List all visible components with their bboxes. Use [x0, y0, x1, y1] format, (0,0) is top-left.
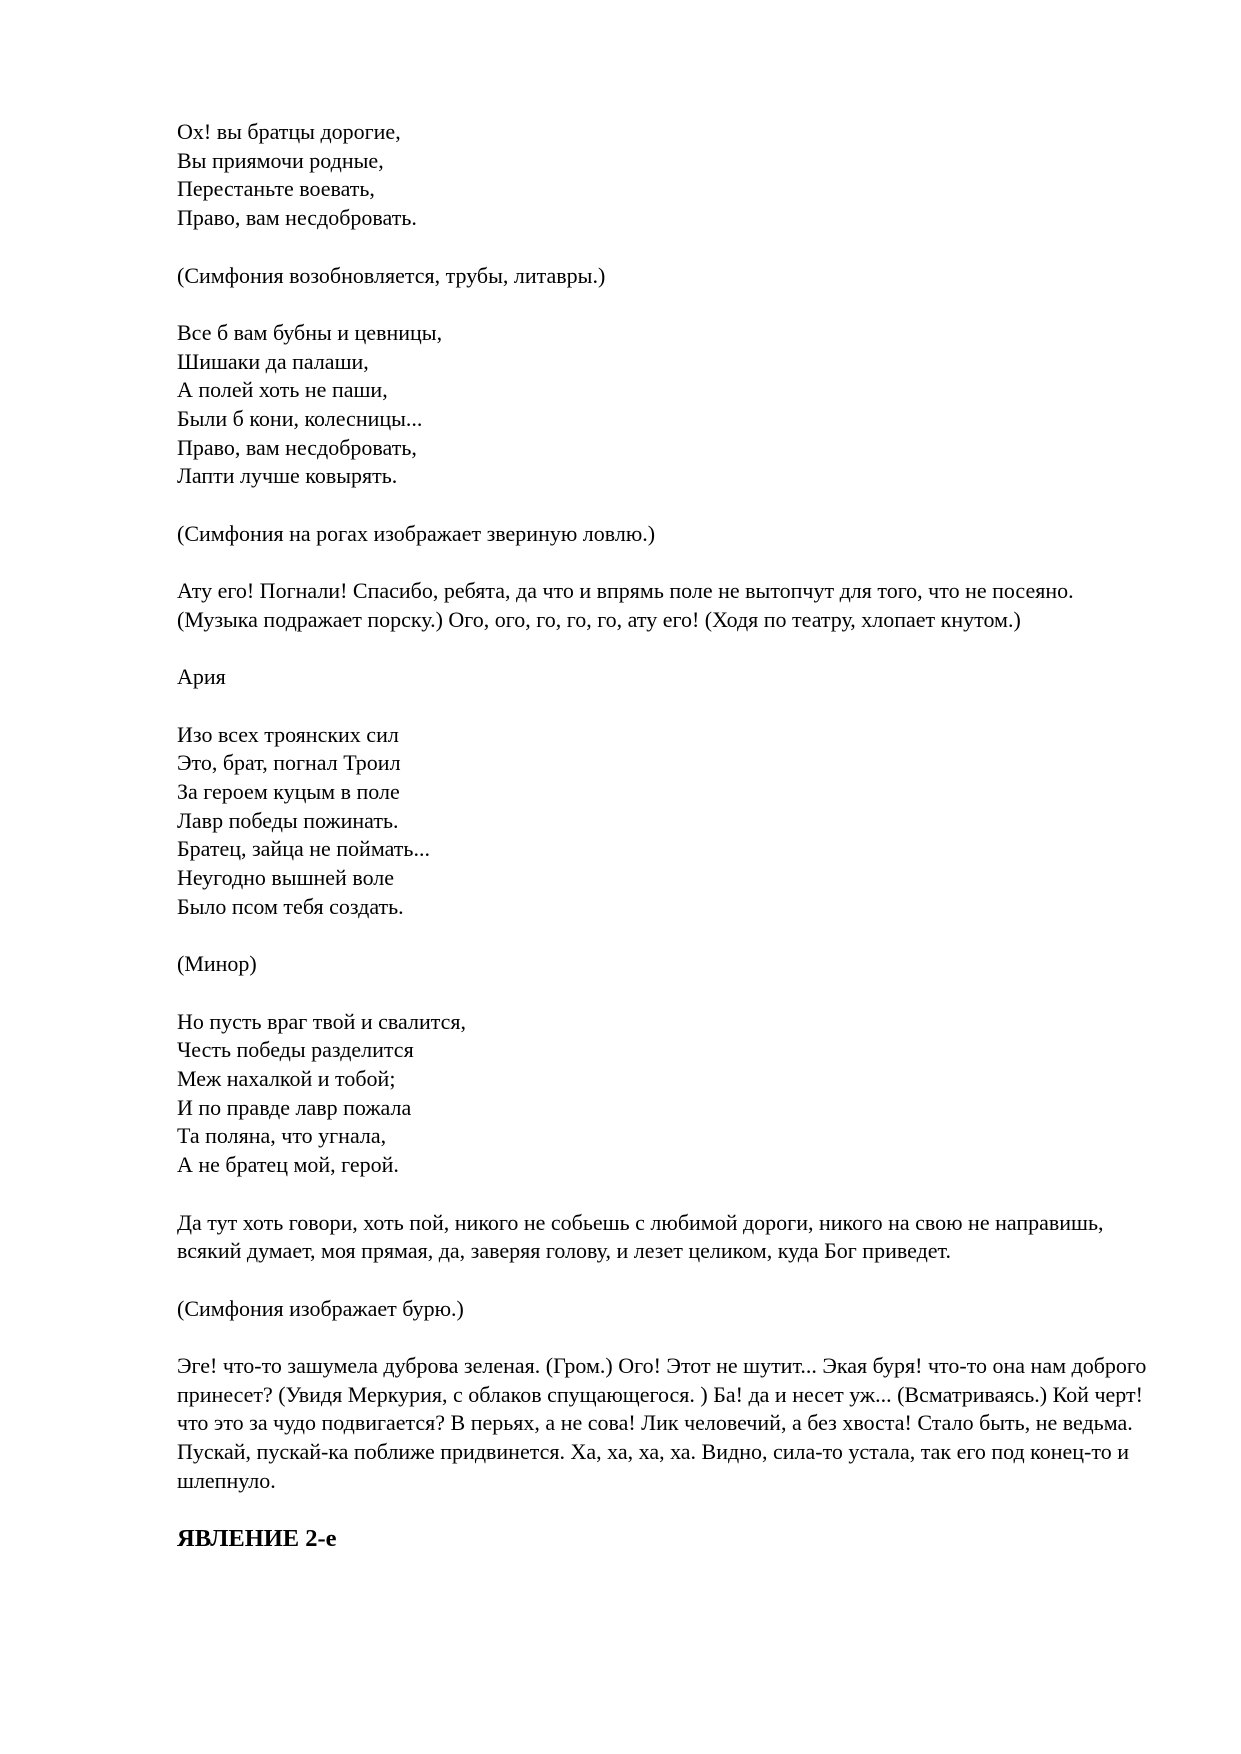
- verse-stanza-1: [177, 118, 1152, 233]
- prose-paragraph-3: [177, 1352, 1152, 1496]
- verse-line: Вы приямочи родные,: [177, 147, 384, 173]
- verse-stanza-3: [177, 721, 1152, 922]
- verse-line: Были б кони, колесницы...: [177, 406, 423, 431]
- stage-direction-text: (Минор): [177, 951, 257, 977]
- stage-direction-text: (Симфония возобновляется, трубы, литавры.): [177, 262, 606, 288]
- verse-line: А не братец мой, герой.: [177, 1152, 399, 1178]
- page-content: [177, 118, 1152, 1554]
- aria-label-text: Ария: [177, 664, 226, 690]
- stage-direction-1: [177, 262, 1152, 291]
- verse-stanza-2: [177, 319, 1152, 491]
- verse-line: Все б вам бубны и цевницы,: [177, 319, 443, 345]
- verse-line: Это, брат, погнал Троил: [177, 750, 401, 776]
- prose-text: Да тут хоть говори, хоть пой, никого не собьешь с любимой дороги, никого на свою не направишь, всякий думает, моя прямая, да, заверяя голову, и лезет целиком, куда Бог приведет.: [177, 1209, 1104, 1264]
- prose-text: Эге! что-то зашумела дуброва зеленая. (Гром.) Ого! Этот не шутит... Экая буря! что-то она нам доброго принесет? (Увидя Меркурия, с облаков спущающегося. ) Ба! да и несет уж... (Всматриваясь.) Кой черт! что это за чудо подвигается? В перьях, а не сова! Лик человечий, а без хвоста! Стало быть, не ведьма. Пускай, пускай-ка поближе придвинется. Ха, ха, ха, ха. Видно, сила-то устала, так его под конец-то и шлепнуло.: [177, 1353, 1147, 1493]
- verse-stanza-4: [177, 1008, 1152, 1180]
- prose-text: Ату его! Погнали! Спасибо, ребята, да что и впрямь поле не вытопчут для того, что не посеяно. (Музыка подражает порску.) Ого, ого, го, го, го, ату его! (Ходя по театру, хлопает кнутом.): [177, 578, 1074, 632]
- stage-direction-text: (Симфония изображает бурю.): [177, 1295, 464, 1321]
- stage-direction-3: [177, 950, 1152, 979]
- verse-line: Но пусть враг твой и свалится,: [177, 1008, 466, 1034]
- stage-direction-2: [177, 520, 1152, 549]
- verse-line: За героем куцым в поле: [177, 779, 400, 805]
- stage-direction-text: (Симфония на рогах изображает звериную ловлю.): [177, 520, 656, 546]
- scene-heading: ЯВЛЕНИЕ 2-е: [177, 1525, 337, 1553]
- verse-line: И по правде лавр пожала: [177, 1094, 412, 1120]
- verse-line: Право, вам несдобровать,: [177, 434, 417, 460]
- prose-paragraph-1: [177, 577, 1152, 634]
- aria-label: [177, 663, 1152, 692]
- verse-line: Право, вам несдобровать.: [177, 205, 417, 231]
- verse-line: Лапти лучше ковырять.: [177, 463, 398, 489]
- verse-line: Перестаньте воевать,: [177, 176, 375, 202]
- verse-line: Та поляна, что угнала,: [177, 1123, 387, 1149]
- stage-direction-4: [177, 1295, 1152, 1324]
- prose-paragraph-2: [177, 1209, 1152, 1266]
- verse-line: Изо всех троянских сил: [177, 721, 399, 747]
- verse-line: Ох! вы братцы дорогие,: [177, 119, 401, 144]
- verse-line: Братец, зайца не поймать...: [177, 836, 430, 862]
- verse-line: Честь победы разделится: [177, 1037, 414, 1063]
- verse-line: Неугодно вышней воле: [177, 865, 395, 891]
- verse-line: Было псом тебя создать.: [177, 893, 404, 919]
- verse-line: Меж нахалкой и тобой;: [177, 1066, 396, 1092]
- verse-line: Лавр победы пожинать.: [177, 807, 399, 833]
- verse-line: А полей хоть не паши,: [177, 377, 388, 403]
- verse-line: Шишаки да палаши,: [177, 348, 369, 374]
